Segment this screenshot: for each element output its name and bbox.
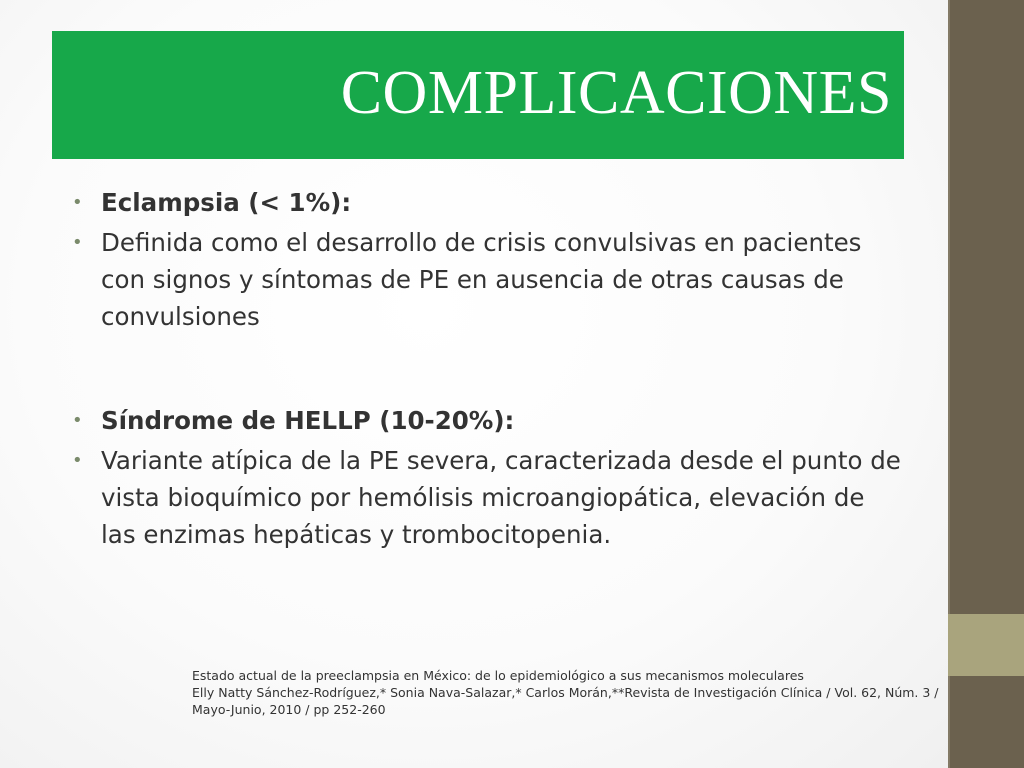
bullet-dot-icon: •	[72, 232, 83, 253]
slide-title: COMPLICACIONES	[340, 59, 892, 127]
reference-line: Estado actual de la preeclampsia en México: de lo epidemiológico a sus mecanismos moleculares	[192, 668, 804, 683]
reference-line: Elly Natty Sánchez-Rodríguez,* Sonia Nava-Salazar,* Carlos Morán,**Revista de Investigación Clínica / Vol. 62, Núm. 3 /	[192, 685, 939, 700]
bullet-description: Definida como el desarrollo de crisis convulsivas en pacientes con signos y síntomas de PE en ausencia de otras causas de convulsiones	[101, 228, 862, 331]
bullet-item	[72, 402, 902, 439]
side-accent-block	[948, 614, 1024, 676]
spacer	[72, 335, 902, 402]
bullet-heading: Síndrome de HELLP (10-20%):	[101, 406, 515, 435]
bullet-content	[72, 184, 902, 553]
reference-line: Mayo-Junio, 2010 / pp 252-260	[192, 702, 386, 717]
bullet-heading: Eclampsia (< 1%):	[101, 188, 352, 217]
bullet-dot-icon: •	[72, 450, 83, 471]
bullet-item	[72, 184, 902, 221]
bullet-description: Variante atípica de la PE severa, caracterizada desde el punto de vista bioquímico por hemólisis microangiopática, elevación de las enzimas hepáticas y trombocitopenia.	[101, 446, 901, 549]
title-band	[52, 31, 904, 159]
bullet-item	[72, 224, 902, 335]
bullet-dot-icon: •	[72, 410, 83, 431]
bullet-dot-icon: •	[72, 192, 83, 213]
reference-citation	[192, 667, 939, 718]
bullet-item	[72, 442, 902, 553]
